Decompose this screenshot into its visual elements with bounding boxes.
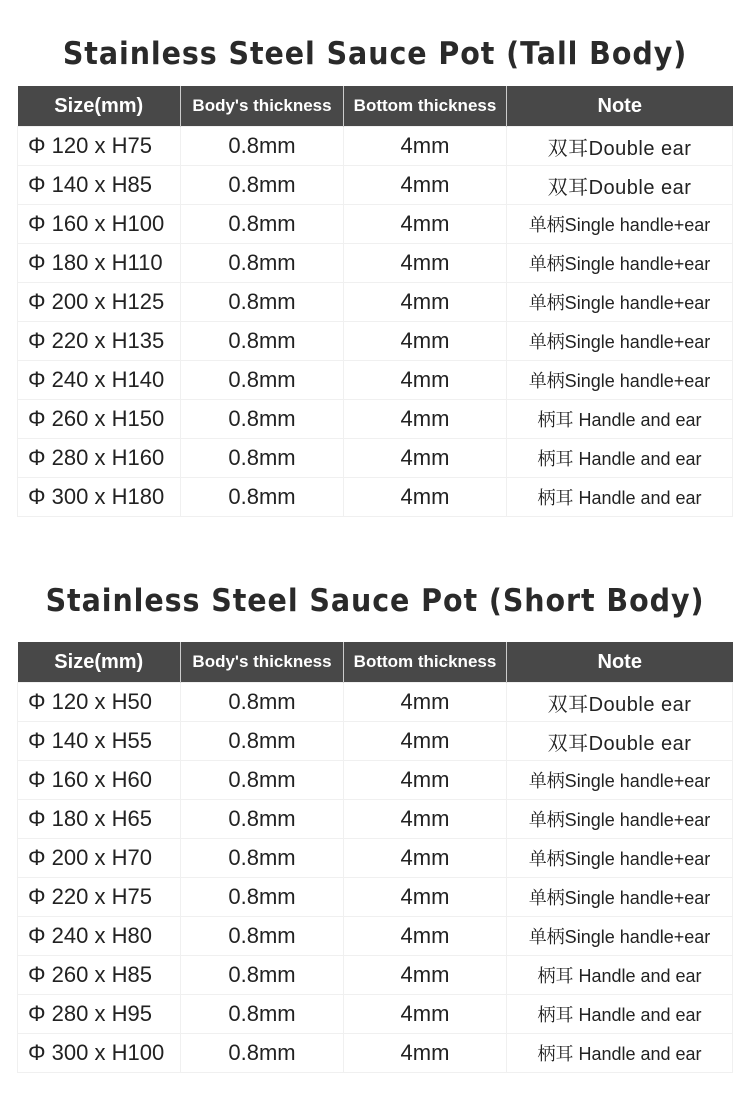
note-cell: 柄耳 Handle and ear — [507, 400, 733, 439]
note-cell: 双耳Double ear — [507, 683, 733, 722]
size-cell: Φ 220 x H135 — [18, 322, 181, 361]
table-row — [18, 166, 733, 205]
body-thickness-cell: 0.8mm — [181, 800, 344, 839]
table-row — [18, 283, 733, 322]
note-cell: 柄耳 Handle and ear — [507, 478, 733, 517]
note-cell: 柄耳 Handle and ear — [507, 1034, 733, 1073]
note-cell: 单柄Single handle+ear — [507, 761, 733, 800]
table-row — [18, 127, 733, 166]
size-cell: Φ 160 x H100 — [18, 205, 181, 244]
bottom-thickness-cell: 4mm — [344, 878, 507, 917]
body-thickness-cell: 0.8mm — [181, 283, 344, 322]
table-row — [18, 917, 733, 956]
short-body-title: Stainless Steel Sauce Pot (Short Body) — [45, 583, 705, 619]
size-cell: Φ 220 x H75 — [18, 878, 181, 917]
body-thickness-cell: 0.8mm — [181, 956, 344, 995]
header-body-thickness: Body's thickness — [181, 86, 344, 127]
bottom-thickness-cell: 4mm — [344, 127, 507, 166]
body-thickness-cell: 0.8mm — [181, 1034, 344, 1073]
size-cell: Φ 140 x H85 — [18, 166, 181, 205]
tall-body-title: Stainless Steel Sauce Pot (Tall Body) — [62, 36, 688, 72]
size-cell: Φ 200 x H125 — [18, 283, 181, 322]
size-cell: Φ 240 x H80 — [18, 917, 181, 956]
size-cell: Φ 300 x H180 — [18, 478, 181, 517]
note-cell: 单柄Single handle+ear — [507, 917, 733, 956]
size-cell: Φ 140 x H55 — [18, 722, 181, 761]
table-row — [18, 839, 733, 878]
size-cell: Φ 200 x H70 — [18, 839, 181, 878]
bottom-thickness-cell: 4mm — [344, 839, 507, 878]
table-row — [18, 878, 733, 917]
body-thickness-cell: 0.8mm — [181, 439, 344, 478]
body-thickness-cell: 0.8mm — [181, 244, 344, 283]
body-thickness-cell: 0.8mm — [181, 995, 344, 1034]
bottom-thickness-cell: 4mm — [344, 956, 507, 995]
bottom-thickness-cell: 4mm — [344, 166, 507, 205]
bottom-thickness-cell: 4mm — [344, 244, 507, 283]
table-row — [18, 995, 733, 1034]
header-bottom-thickness: Bottom thickness — [344, 642, 507, 683]
header-size: Size(mm) — [18, 642, 181, 683]
body-thickness-cell: 0.8mm — [181, 878, 344, 917]
header-size: Size(mm) — [18, 86, 181, 127]
body-thickness-cell: 0.8mm — [181, 127, 344, 166]
note-cell: 单柄Single handle+ear — [507, 322, 733, 361]
bottom-thickness-cell: 4mm — [344, 439, 507, 478]
bottom-thickness-cell: 4mm — [344, 322, 507, 361]
body-thickness-cell: 0.8mm — [181, 361, 344, 400]
note-cell: 单柄Single handle+ear — [507, 283, 733, 322]
bottom-thickness-cell: 4mm — [344, 800, 507, 839]
short-body-table — [17, 642, 733, 1073]
note-cell: 单柄Single handle+ear — [507, 878, 733, 917]
note-cell: 柄耳 Handle and ear — [507, 995, 733, 1034]
note-cell: 单柄Single handle+ear — [507, 205, 733, 244]
bottom-thickness-cell: 4mm — [344, 761, 507, 800]
header-note: Note — [507, 86, 733, 127]
table-row — [18, 439, 733, 478]
body-thickness-cell: 0.8mm — [181, 761, 344, 800]
size-cell: Φ 120 x H50 — [18, 683, 181, 722]
size-cell: Φ 240 x H140 — [18, 361, 181, 400]
note-cell: 柄耳 Handle and ear — [507, 956, 733, 995]
body-thickness-cell: 0.8mm — [181, 205, 344, 244]
bottom-thickness-cell: 4mm — [344, 683, 507, 722]
table-row — [18, 683, 733, 722]
body-thickness-cell: 0.8mm — [181, 478, 344, 517]
body-thickness-cell: 0.8mm — [181, 166, 344, 205]
body-thickness-cell: 0.8mm — [181, 683, 344, 722]
body-thickness-cell: 0.8mm — [181, 917, 344, 956]
note-cell: 柄耳 Handle and ear — [507, 439, 733, 478]
note-cell: 单柄Single handle+ear — [507, 839, 733, 878]
note-cell: 双耳Double ear — [507, 722, 733, 761]
table-row — [18, 956, 733, 995]
size-cell: Φ 180 x H110 — [18, 244, 181, 283]
bottom-thickness-cell: 4mm — [344, 283, 507, 322]
size-cell: Φ 260 x H85 — [18, 956, 181, 995]
note-cell: 单柄Single handle+ear — [507, 244, 733, 283]
table-row — [18, 761, 733, 800]
bottom-thickness-cell: 4mm — [344, 205, 507, 244]
size-cell: Φ 280 x H160 — [18, 439, 181, 478]
note-cell: 双耳Double ear — [507, 166, 733, 205]
bottom-thickness-cell: 4mm — [344, 478, 507, 517]
bottom-thickness-cell: 4mm — [344, 917, 507, 956]
size-cell: Φ 180 x H65 — [18, 800, 181, 839]
size-cell: Φ 160 x H60 — [18, 761, 181, 800]
note-cell: 单柄Single handle+ear — [507, 800, 733, 839]
size-cell: Φ 280 x H95 — [18, 995, 181, 1034]
tall-body-table — [17, 86, 733, 517]
bottom-thickness-cell: 4mm — [344, 995, 507, 1034]
header-bottom-thickness: Bottom thickness — [344, 86, 507, 127]
note-cell: 双耳Double ear — [507, 127, 733, 166]
bottom-thickness-cell: 4mm — [344, 722, 507, 761]
table-row — [18, 1034, 733, 1073]
table-row — [18, 400, 733, 439]
note-cell: 单柄Single handle+ear — [507, 361, 733, 400]
table-row — [18, 205, 733, 244]
size-cell: Φ 120 x H75 — [18, 127, 181, 166]
size-cell: Φ 260 x H150 — [18, 400, 181, 439]
bottom-thickness-cell: 4mm — [344, 400, 507, 439]
size-cell: Φ 300 x H100 — [18, 1034, 181, 1073]
header-body-thickness: Body's thickness — [181, 642, 344, 683]
body-thickness-cell: 0.8mm — [181, 322, 344, 361]
table-row — [18, 478, 733, 517]
body-thickness-cell: 0.8mm — [181, 839, 344, 878]
table-row — [18, 244, 733, 283]
table-row — [18, 361, 733, 400]
table-row — [18, 722, 733, 761]
table-row — [18, 800, 733, 839]
table-row — [18, 322, 733, 361]
header-note: Note — [507, 642, 733, 683]
bottom-thickness-cell: 4mm — [344, 361, 507, 400]
body-thickness-cell: 0.8mm — [181, 400, 344, 439]
body-thickness-cell: 0.8mm — [181, 722, 344, 761]
bottom-thickness-cell: 4mm — [344, 1034, 507, 1073]
